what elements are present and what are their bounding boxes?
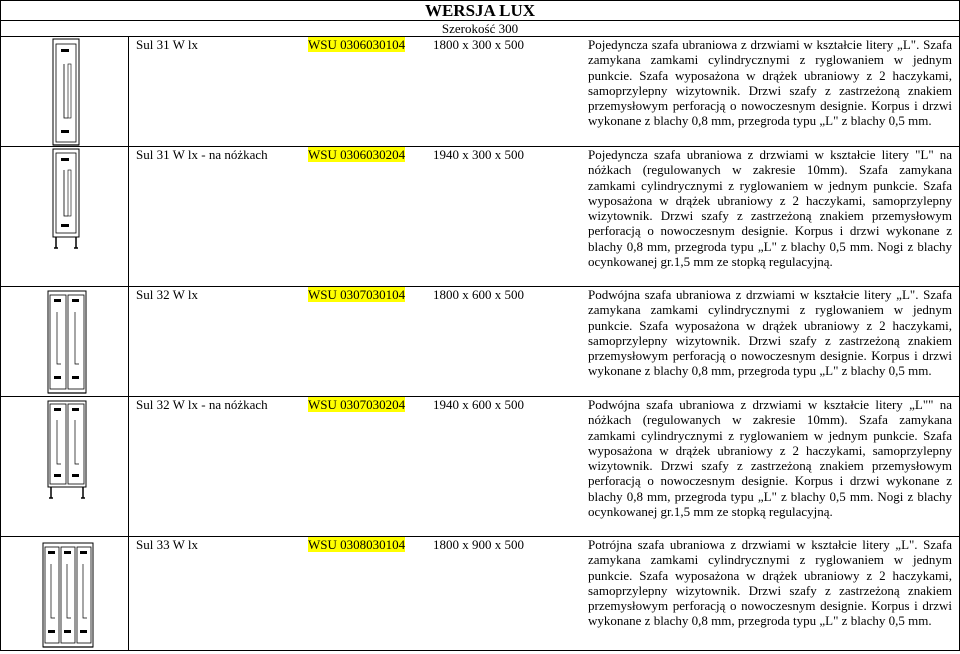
table-row [1,287,960,397]
product-name: Sul 31 W lx [136,37,199,52]
product-code: WSU 0307030204 [308,397,406,412]
product-dimensions: 1940 x 300 x 500 [433,147,524,162]
single-locker-legs-icon [52,148,80,250]
table-row [1,537,960,651]
product-description: Podwójna szafa ubraniowa z drzwiami w kształcie litery „L". Szafa zamykana zamkami cylindrycznymi z ryglowaniem w jednym punkcie. Szafa wyposażona w drążek ubraniowy z 2 haczykami, samoprzylepny wizytownik. Drzwi szafy z zastrzeżoną znakiem przemysłowym perforacją o nowoczesnym designie. Korpus i drzwi wykonane z blachy 0,8 mm, przegroda typu „L" z blachy 0,5 mm. [588,287,952,379]
table-row [1,147,960,287]
product-name: Sul 31 W lx - na nóżkach [136,147,268,162]
product-name: Sul 33 W lx [136,537,199,552]
product-description: Potrójna szafa ubraniowa z drzwiami w kształcie litery „L". Szafa zamykana zamkami cylindrycznymi z ryglowaniem w jednym punkcie. Szafa wyposażona w drążek ubraniowy z 2 haczykami, samoprzylepny wizytownik. Drzwi szafy z zastrzeżoną znakiem przemysłowym perforacją o nowoczesnym designie. Korpus i drzwi wykonane z blachy 0,8 mm, przegroda typu „L" z blachy 0,5 mm. [588,537,952,629]
triple-locker-icon [42,542,94,650]
table-row [1,37,960,147]
product-description: Pojedyncza szafa ubraniowa z drzwiami w kształcie litery „L". Szafa zamykana zamkami cylindrycznymi z ryglowaniem w jednym punkcie. Szafa wyposażona w drążek ubraniowy z 2 haczykami, samoprzylepny wizytownik. Drzwi szafy z zastrzeżoną znakiem przemysłowym perforacją o nowoczesnym designie. Korpus i drzwi wykonane z blachy 0,8 mm, przegroda typu „L" z blachy 0,5 mm. [588,37,952,129]
single-locker-icon [52,38,80,148]
product-dimensions: 1800 x 600 x 500 [433,287,524,302]
page-title: WERSJA LUX [1,1,960,21]
product-description: Pojedyncza szafa ubraniowa z drzwiami w kształcie litery "L" na nóżkach (regulowanych w zakresie 10mm). Szafa zamykana zamkami cylindrycznymi z ryglowaniem w jednym punkcie. Szafa wyposażona w drążek ubraniowy z 2 haczykami, samoprzylepny wizytownik. Drzwi szafy z zastrzeżoną znakiem przemysłowym perforacją o nowoczesnym designie. Korpus i drzwi wykonane z blachy 0,8 mm, przegroda typu „L" z blachy 0,5 mm. Nogi z blachy ocynkowanej gr.1,5 mm ze stopką regulacyjną. [588,147,952,270]
product-dimensions: 1940 x 600 x 500 [433,397,524,412]
product-code: WSU 0306030104 [308,37,406,52]
double-locker-icon [47,290,87,396]
page-subtitle: Szerokość 300 [1,21,960,37]
product-dimensions: 1800 x 300 x 500 [433,37,524,52]
product-name: Sul 32 W lx - na nóżkach [136,397,268,412]
product-code: WSU 0308030104 [308,537,406,552]
product-description: Podwójna szafa ubraniowa z drzwiami w kształcie litery „L"" na nóżkach (regulowanych w zakresie 10mm). Szafa zamykana zamkami cylindrycznymi z ryglowaniem w jednym punkcie. Szafa wyposażona w drążek ubraniowy z 2 haczykami, samoprzylepny wizytownik. Drzwi szafy z zastrzeżoną znakiem przemysłowym perforacją o nowoczesnym designie. Korpus i drzwi wykonane z blachy 0,8 mm, przegroda typu „L" z blachy 0,5 mm. Nogi z blachy ocynkowanej gr.1,5 mm ze stopką regulacyjną. [588,397,952,520]
double-locker-legs-icon [47,400,87,500]
product-code: WSU 0306030204 [308,147,406,162]
table-row [1,397,960,537]
product-dimensions: 1800 x 900 x 500 [433,537,524,552]
product-code: WSU 0307030104 [308,287,406,302]
product-name: Sul 32 W lx [136,287,199,302]
